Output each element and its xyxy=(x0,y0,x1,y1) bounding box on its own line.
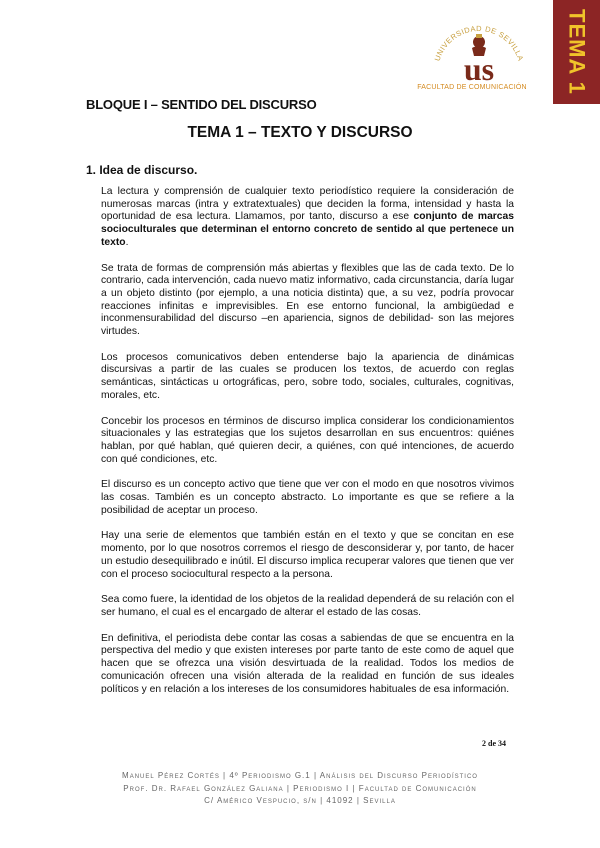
faculty-caption: FACULTAD DE COMUNICACIÓN xyxy=(417,84,527,91)
paragraph-7: Sea como fuere, la identidad de los objetos de la realidad dependerá de su relación con el ser humano, el cual es el encargado de alterar el estado de las cosas. xyxy=(101,594,514,618)
paragraph-5: El discurso es un concepto activo que tiene que ver con el modo en que nosotros vivimos las cosas. También es un concepto abstracto. Lo importante es que se refiere a la posibilidad de aceptar un proceso. xyxy=(101,479,514,516)
section-title: 1. Idea de discurso. xyxy=(86,163,198,177)
paragraph-8: En definitiva, el periodista debe contar las cosas a sabiendas de que se encuentra en la perspectiva del medio y que existen intereses por parte tanto de este como de aquel que hacen que se ofrezca una visión desvirtuada de la realidad. Todos los medios de comunicación ofrecen una visión alterada de la realidad en función de sus ideales políticos y en relación a los intereses de los consumidores habituales de esa información. xyxy=(101,632,514,695)
footer-line-1: Manuel Pérez Cortés | 4º Periodismo G.1 | Análisis del Discurso Periodístico xyxy=(122,771,478,780)
footer xyxy=(0,770,600,808)
page-number: 2 de 34 xyxy=(482,739,506,748)
paragraph-1 xyxy=(101,186,514,250)
footer-line-2: Prof. Dr. Rafael González Galiana | Periodismo I | Facultad de Comunicación xyxy=(123,783,477,793)
paragraph-4: Concebir los procesos en términos de discurso implica considerar los condicionamientos situacionales y las estrategias que los sujetos desarrollan en sus encuentros: quiénes hablan, por qué hablan, qué quieren decir, a quiénes, con qué intenciones, de acuerdo con qué condiciones, etc. xyxy=(101,415,514,465)
logo-ring-text: UNIVERSIDAD DE SEVILLA xyxy=(432,23,526,63)
footer-line-3: C/ Américo Vespucio, s/n | 41092 | Sevilla xyxy=(204,796,396,805)
side-tab-label: TEMA 1 xyxy=(564,9,590,95)
logo-letters: us xyxy=(463,51,495,87)
main-title: TEMA 1 – TEXTO Y DISCURSO xyxy=(187,124,413,141)
block-title: BLOQUE I – SENTIDO DEL DISCURSO xyxy=(86,97,317,112)
document-body xyxy=(101,186,514,709)
paragraph-3: Los procesos comunicativos deben entenderse bajo la apariencia de dinámicas discursivas a partir de las cuales se producen los textos, de acuerdo con reglas semánticas, sintácticas u ortográficas, pero, sobre todo, sociales, culturales, cognitivas, morales, etc. xyxy=(101,351,514,401)
side-tab xyxy=(553,0,600,104)
paragraph-2: Se trata de formas de comprensión más abiertas y flexibles que las de cada texto. De lo contrario, cada intervención, cada nuevo matiz informativo, cada circunstancia, daría lugar a un objeto distinto (por ejemplo, a una noticia distinta) que, a su vez, podría provocar reacciones infinitas e imprevisibles. En ese entorno funcional, la ambigüedad e inconmensurabilidad del discurso –en apariencia, signos de debilidad- son las mejores virtudes. xyxy=(101,262,514,338)
paragraph-6: Hay una serie de elementos que también están en el texto y que se concitan en ese momento, por lo que nosotros corremos el riesgo de desconsiderar y, por tanto, de hacer un estudio desequilibrado e inútil. El discurso implica recuperar valores que tienen que ver con el proceso sociocultural respecto a la persona. xyxy=(101,530,514,580)
paragraph-1-end: . xyxy=(125,236,129,248)
paragraph-1-emphasis: conjunto de marcas socioculturales que determinan el entorno concreto de sentido al que pertenece un texto xyxy=(101,211,514,248)
paragraph-1-text: La lectura y comprensión de cualquier texto periodístico requiere la consideración de numerosas marcas (intra y extratextuales) que deciden la forma, intensidad y hasta la oportunidad de esa lectura. Llamamos, por tanto, discurso a ese xyxy=(101,186,514,223)
